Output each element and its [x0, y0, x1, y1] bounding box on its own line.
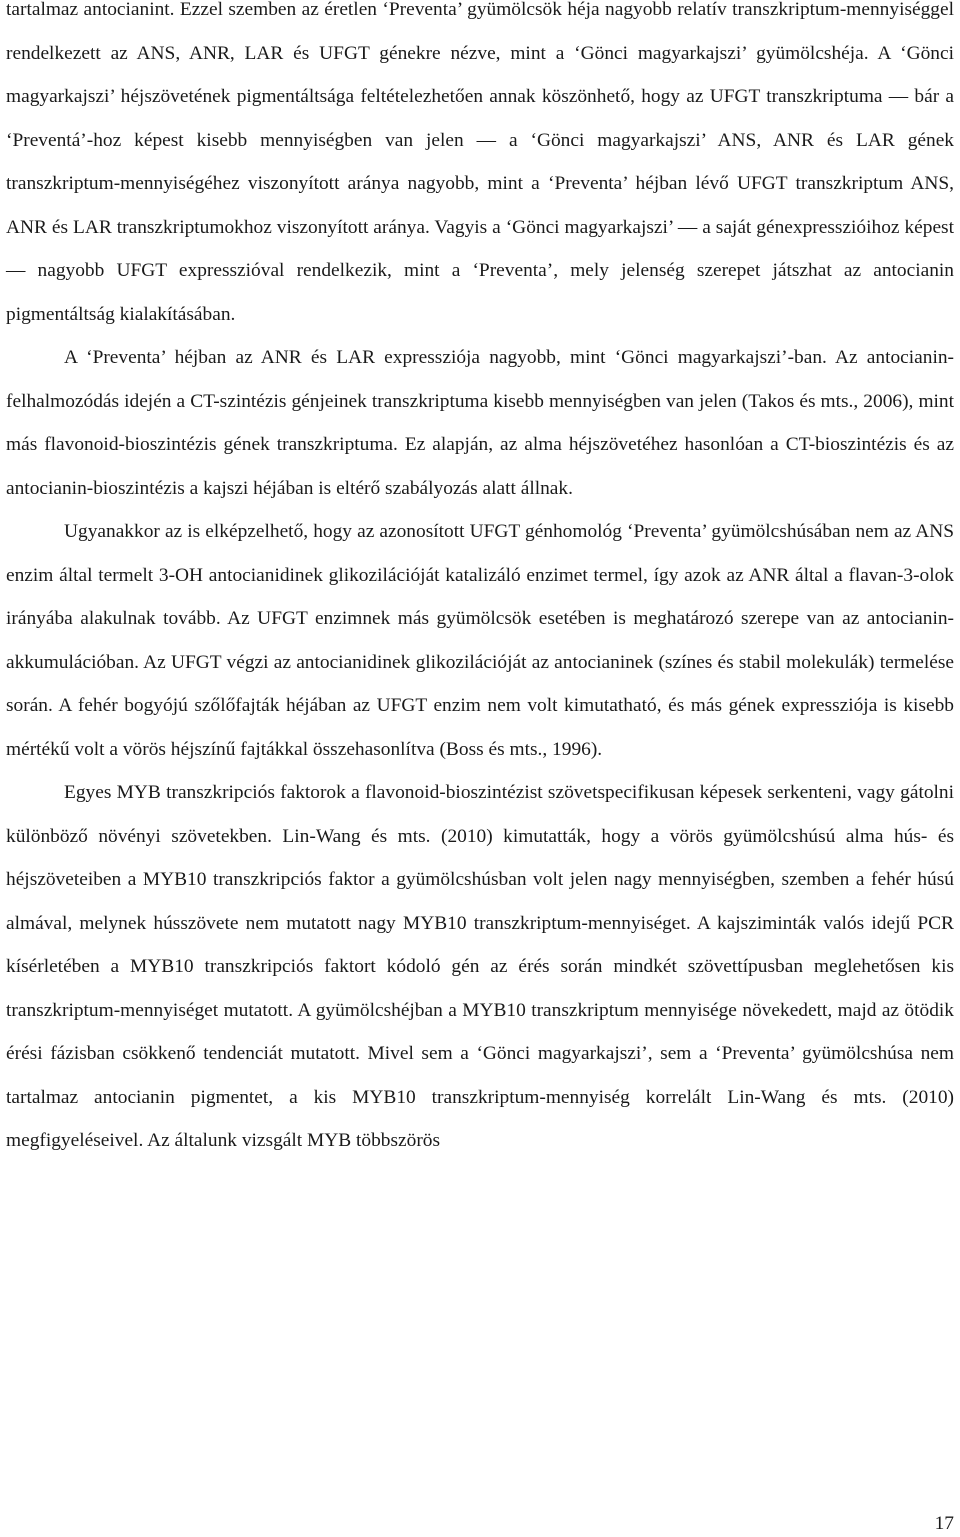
page-number: 17 — [934, 1513, 954, 1534]
paragraph-myb: Egyes MYB transzkripciós faktorok a flavonoid-bioszintézist szövetspecifikusan képesek serkenteni, vagy gátolni különböző növényi szövetekben. Lin-Wang és mts. (2010) kimutatták, hogy a vörös gyümölcshúsú alma hús- és héjszöveteiben a MYB10 transzkripciós faktor a gyümölcshúsban volt jelen nagy mennyiségben, szemben a fehér húsú almával, melynek hússzövete nem mutatott nagy MYB10 transzkriptum-mennyiséget. A kajsziminták valós idejű PCR kísérletében a MYB10 transzkripciós faktort kódoló gén az érés során mindkét szövettípusban meglehetősen kis transzkriptum-mennyiséget mutatott. A gyümölcshéjban a MYB10 transzkriptum mennyisége növekedett, majd az ötödik érési fázisban csökkenő tendenciát mutatott. Mivel sem a ‘Gönci magyarkajszi’, sem a ‘Preventa’ gyümölcshúsa nem tartalmaz antocianin pigmentet, a kis MYB10 transzkriptum-mennyiség korrelált Lin-Wang és mts. (2010) megfigyeléseivel. Az általunk vizsgált MYB többszörös — [6, 782, 954, 1151]
document-body — [6, 0, 954, 1163]
paragraph-continued: tartalmaz antocianint. Ezzel szemben az éretlen ‘Preventa’ gyümölcsök héja nagyobb relatív transzkriptum-mennyiséggel rendelkezett az ANS, ANR, LAR és UFGT génekre nézve, mint a ‘Gönci magyarkajszi’ gyümölcshéja. A ‘Gönci magyarkajszi’ héjszövetének pigmentáltsága feltételezhetően annak köszönhető, hogy az UFGT transzkriptuma ― bár a ‘Preventá’-hoz képest kisebb mennyiségben van jelen ― a ‘Gönci magyarkajszi’ ANS, ANR és LAR gének transzkriptum-mennyiségéhez viszonyított aránya nagyobb, mint a ‘Preventa’ héjban lévő UFGT transzkriptum ANS, ANR és LAR transzkriptumokhoz viszonyított aránya. Vagyis a ‘Gönci magyarkajszi’ ― a saját génexpresszióihoz képest ― nagyobb UFGT expresszióval rendelkezik, mint a ‘Preventa’, mely jelenség szerepet játszhat az antocianin pigmentáltság kialakításában. — [6, 0, 954, 325]
paragraph-anr-lar: A ‘Preventa’ héjban az ANR és LAR expressziója nagyobb, mint ‘Gönci magyarkajszi’-ban. Az antocianin-felhalmozódás idején a CT-szintézis génjeinek transzkriptuma kisebb mennyiségben van jelen (Takos és mts., 2006), mint más flavonoid-bioszintézis gének transzkriptuma. Ez alapján, az alma héjszövetéhez hasonlóan a CT-bioszintézis és az antocianin-bioszintézis a kajszi héjában is eltérő szabályozás alatt állnak. — [6, 347, 954, 499]
paragraph-ufgt: Ugyanakkor az is elképzelhető, hogy az azonosított UFGT génhomológ ‘Preventa’ gyümölcshúsában nem az ANS enzim által termelt 3-OH antocianidinek glikozilációját katalizáló enzimet termel, így azok az ANR által a flavan-3-olok irányába alakulnak tovább. Az UFGT enzimnek más gyümölcsök esetében is meghatározó szerepe van az antocianin-akkumulációban. Az UFGT végzi az antocianidinek glikozilációját az antocianinek (színes és stabil molekulák) termelése során. A fehér bogyójú szőlőfajták héjában az UFGT enzim nem volt kimutatható, és más gének expressziója is kisebb mértékű volt a vörös héjszínű fajtákkal összehasonlítva (Boss és mts., 1996). — [6, 521, 954, 760]
